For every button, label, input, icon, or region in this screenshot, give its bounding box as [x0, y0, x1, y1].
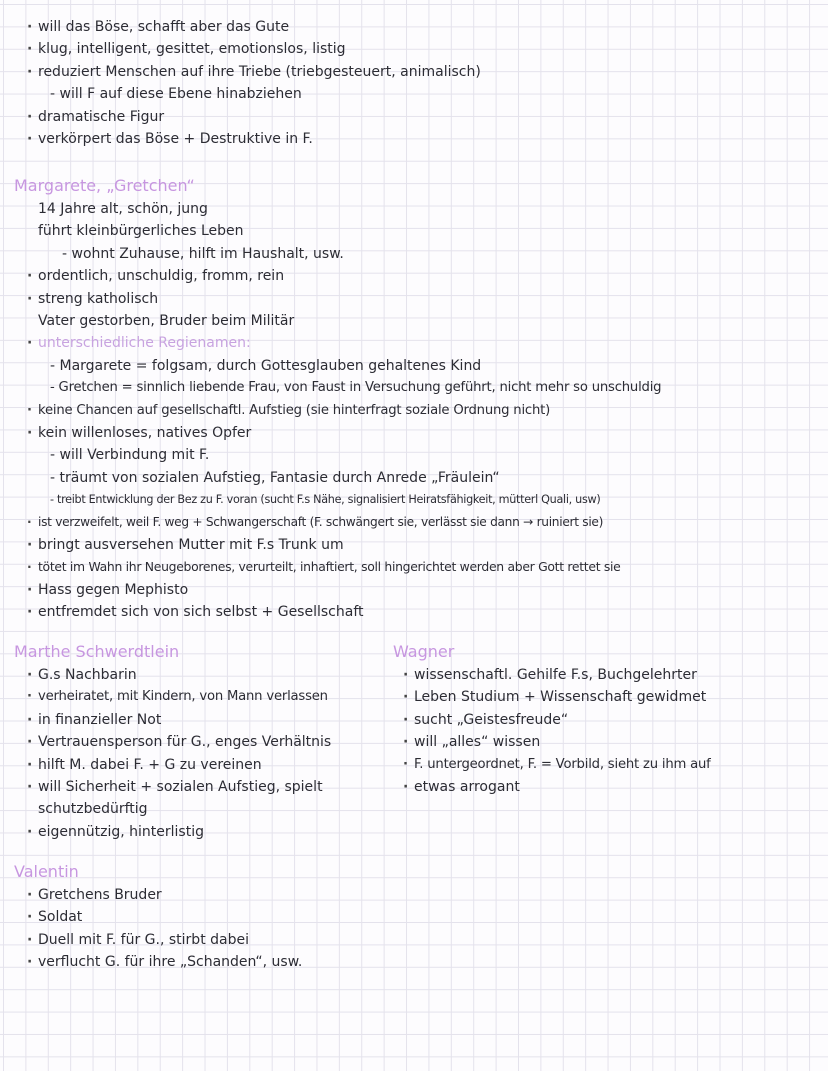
section-heading-wagner: Wagner: [393, 642, 455, 661]
list-item: · G.s Nachbarin: [38, 664, 398, 686]
list-item: · eigennützig, hinterlistig: [38, 821, 398, 843]
list-item: · Duell mit F. für G., stirbt dabei: [38, 929, 438, 951]
list-item: · sucht „Geistesfreude“: [414, 709, 824, 731]
list-item: · Hass gegen Mephisto: [38, 579, 828, 601]
gretchen-section: [14, 174, 819, 196]
list-item: · hilft M. dabei F. + G zu vereinen: [38, 754, 398, 776]
list-item: Vater gestorben, Bruder beim Militär: [38, 312, 295, 329]
list-item: · streng katholisch: [38, 288, 828, 310]
list-item: · entfremdet sich von sich selbst + Gesellschaft: [38, 601, 828, 623]
list-item: · tötet im Wahn ihr Neugeborenes, verurteilt, inhaftiert, soll hingerichtet werden aber Gott rettet sie: [38, 556, 828, 578]
list-item: · will „alles“ wissen: [414, 731, 824, 753]
list-item: · ist verzweifelt, weil F. weg + Schwangerschaft (F. schwängert sie, verlässt sie dann → ruiniert sie): [38, 511, 828, 533]
list-item: · Gretchens Bruder: [38, 884, 438, 906]
list-item: · in finanzieller Not: [38, 709, 398, 731]
marthe-section: [14, 640, 384, 662]
list-subitem: - Gretchen = sinnlich liebende Frau, von Faust in Versuchung geführt, nicht mehr so unschuldig: [50, 380, 662, 396]
section-heading-valentin: Valentin: [14, 862, 79, 881]
section-heading-gretchen: Margarete, „Gretchen“: [14, 176, 195, 195]
list-subitem: - Margarete = folgsam, durch Gottesglauben gehaltenes Kind: [50, 357, 482, 374]
list-item: · verkörpert das Böse + Destruktive in F.: [38, 128, 818, 150]
list-item: · Soldat: [38, 906, 438, 928]
list-item: · kein willenloses, natives Opfer: [38, 422, 828, 444]
list-item: · Vertrauensperson für G., enges Verhältnis: [38, 731, 398, 753]
valentin-section: [14, 860, 414, 882]
list-item: · verflucht G. für ihre „Schanden“, usw.: [38, 951, 438, 973]
list-item: · keine Chancen auf gesellschaftl. Aufstieg (sie hinterfragt soziale Ordnung nicht): [38, 400, 828, 422]
wagner-section: [393, 640, 823, 662]
list-subitem: - treibt Entwicklung der Bez zu F. voran (sucht F.s Nähe, signalisiert Heiratsfähigkeit, mütterl Quali, usw): [50, 493, 601, 507]
list-item: · bringt ausversehen Mutter mit F.s Trunk um: [38, 534, 828, 556]
list-item: · unterschiedliche Regienamen:: [38, 332, 828, 354]
marthe-lines: [38, 664, 398, 843]
list-item-continued: schutzbedürftig: [38, 801, 148, 818]
list-item: · verheiratet, mit Kindern, von Mann verlassen: [38, 686, 398, 708]
list-subitem: - träumt von sozialen Aufstieg, Fantasie durch Anrede „Fräulein“: [50, 469, 500, 486]
list-item: · F. untergeordnet, F. = Vorbild, sieht zu ihm auf: [414, 754, 824, 776]
list-item: 14 Jahre alt, schön, jung: [38, 201, 208, 217]
list-item: · wissenschaftl. Gehilfe F.s, Buchgelehrter: [414, 664, 824, 686]
list-subitem: - will Verbindung mit F.: [50, 447, 210, 464]
mephisto-section: [38, 16, 818, 150]
list-item: · etwas arrogant: [414, 776, 824, 798]
list-item: · will das Böse, schafft aber das Gute: [38, 16, 818, 38]
list-subitem: - wohnt Zuhause, hilft im Haushalt, usw.: [62, 245, 344, 262]
section-heading-marthe: Marthe Schwerdtlein: [14, 642, 180, 661]
list-item: · Leben Studium + Wissenschaft gewidmet: [414, 686, 824, 708]
list-item: führt kleinbürgerliches Leben: [38, 223, 244, 240]
wagner-lines: [414, 664, 824, 798]
list-item: · ordentlich, unschuldig, fromm, rein: [38, 265, 828, 287]
list-subitem: - will F auf diese Ebene hinabziehen: [50, 86, 302, 103]
list-item: · reduziert Menschen auf ihre Triebe (triebgesteuert, animalisch): [38, 61, 818, 83]
list-item: · will Sicherheit + sozialen Aufstieg, spielt: [38, 776, 398, 798]
gretchen-lines: [38, 198, 828, 623]
list-item: · klug, intelligent, gesittet, emotionslos, listig: [38, 38, 818, 60]
valentin-lines: [38, 884, 438, 974]
list-item: · dramatische Figur: [38, 106, 818, 128]
